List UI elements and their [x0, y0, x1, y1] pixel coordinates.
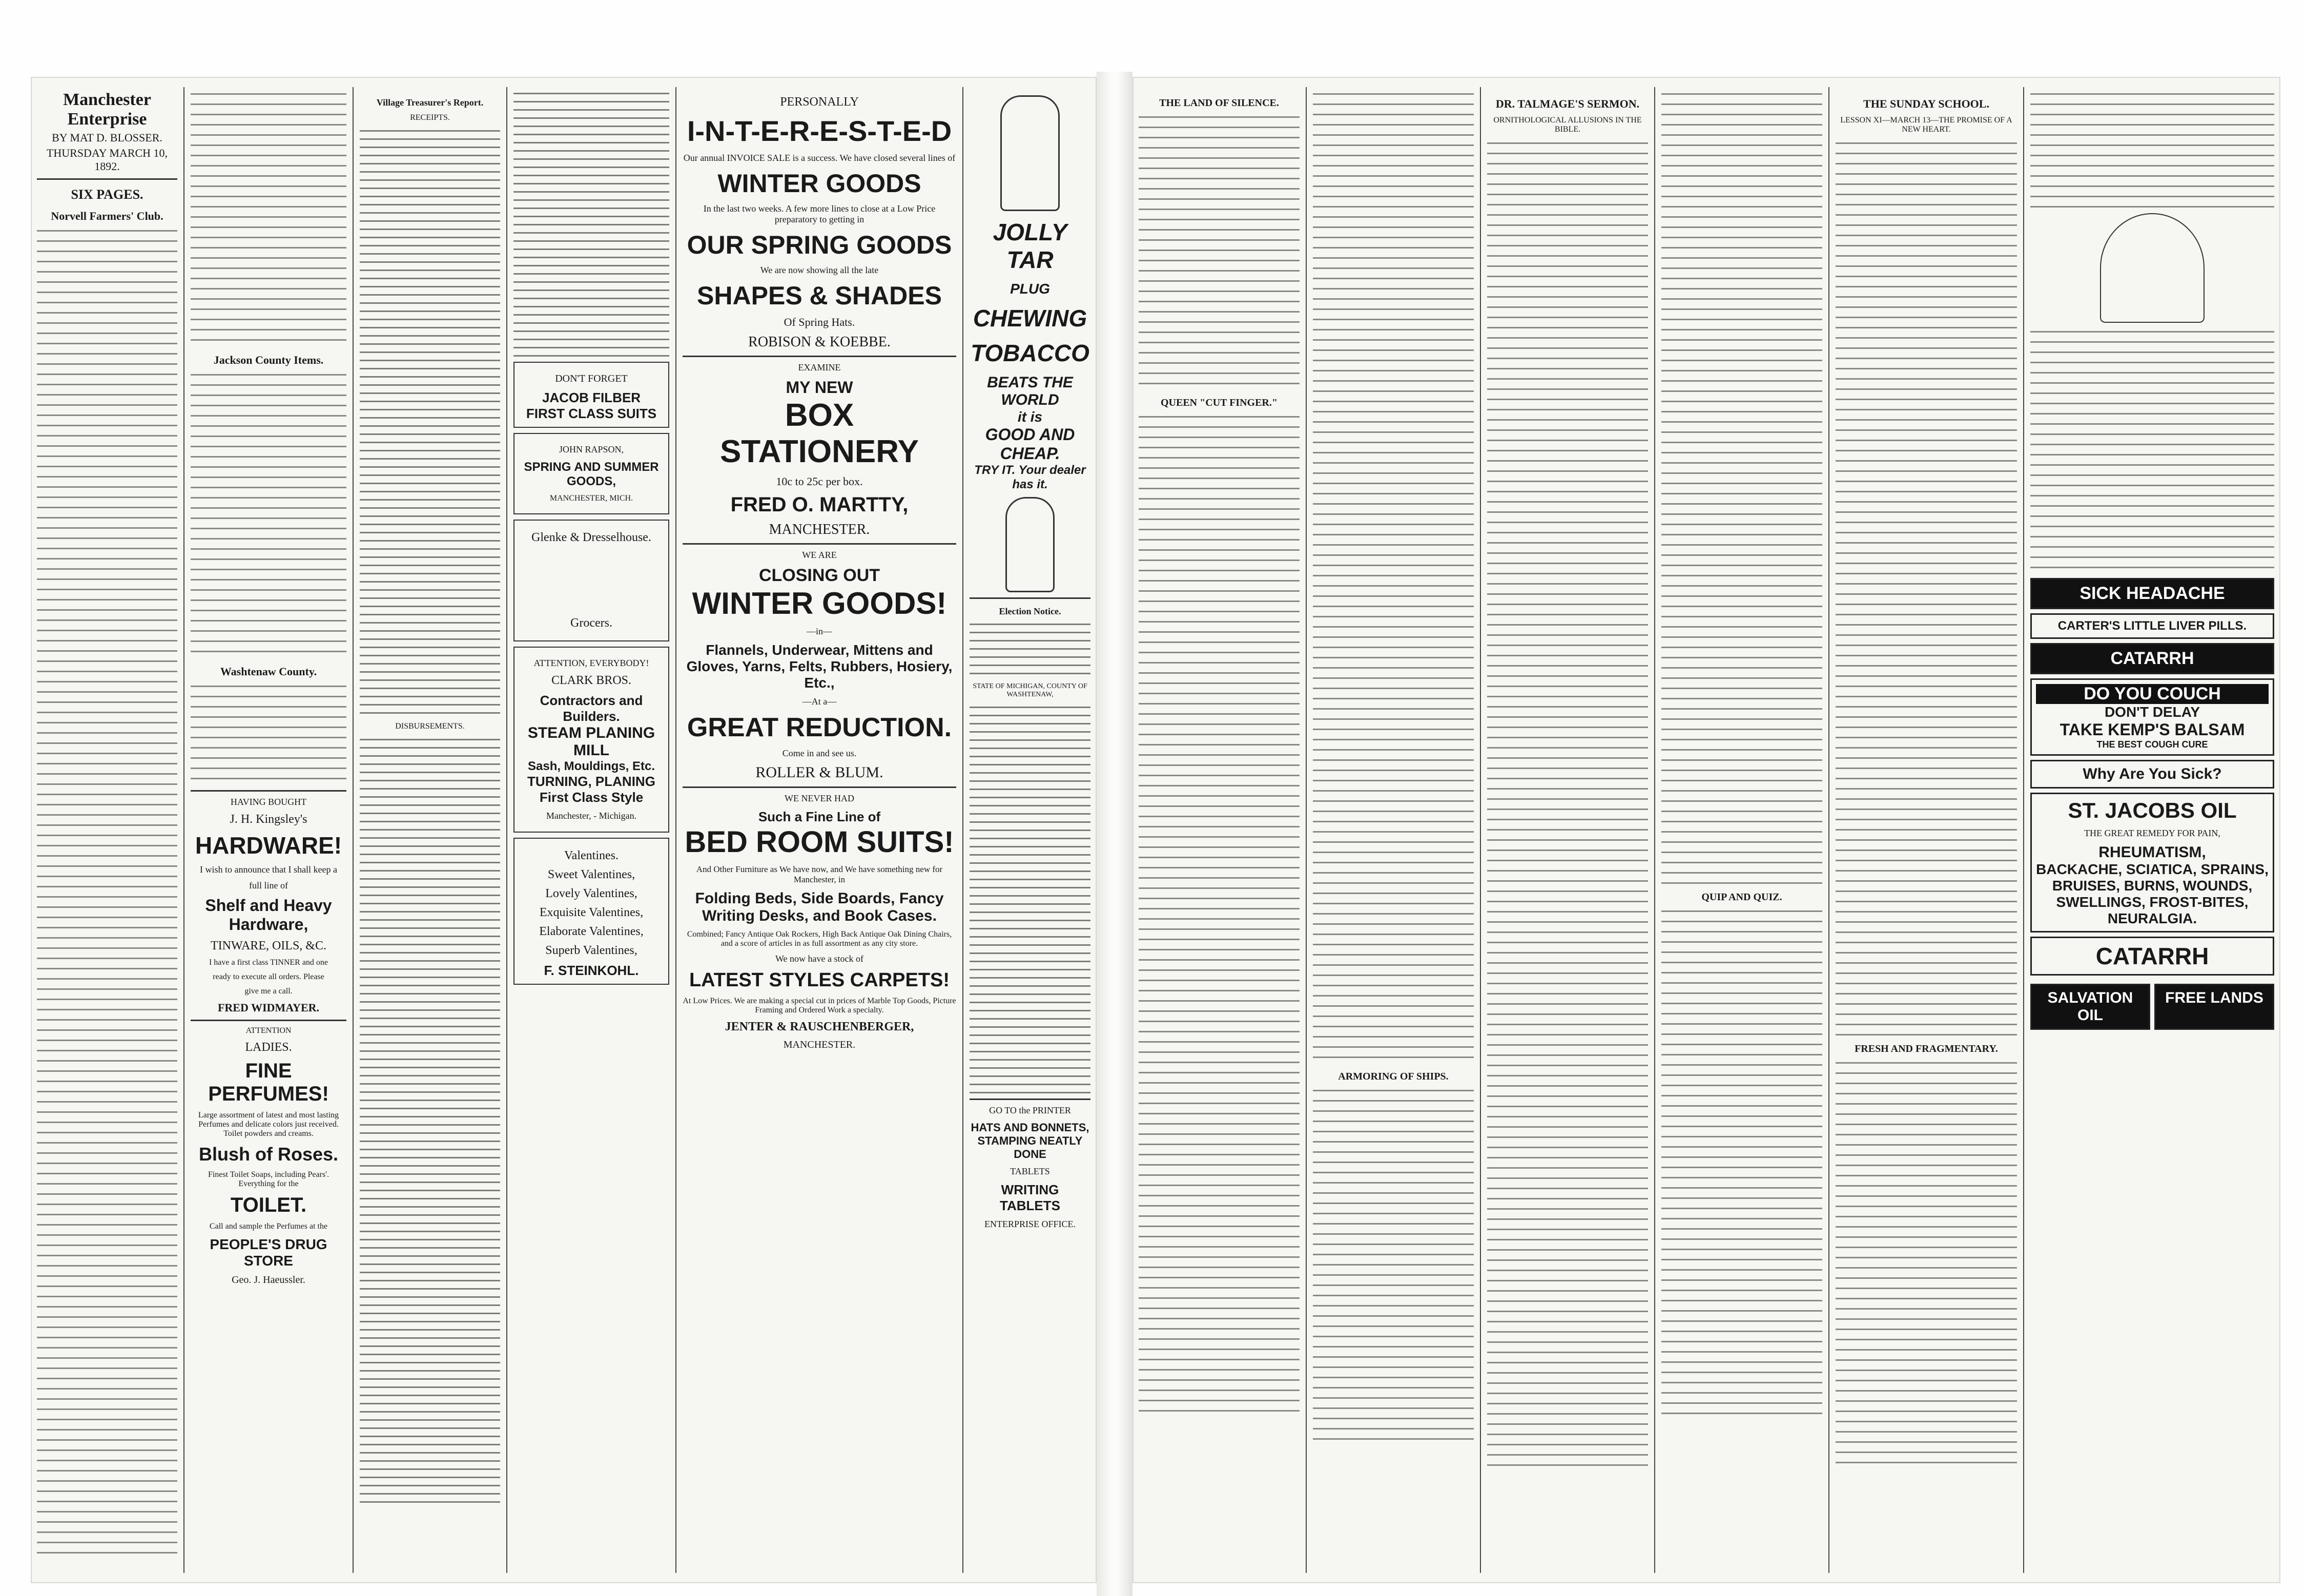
- free-label: FREE: [2165, 989, 2207, 1006]
- jolly-beats: BEATS THE WORLD: [987, 374, 1073, 408]
- martty-city: MANCHESTER.: [769, 522, 870, 537]
- drugs-soaps: Finest Toilet Soaps, including Pears'. Everything for the: [208, 1170, 330, 1188]
- dateline: THURSDAY MARCH 10, 1892.: [46, 147, 168, 173]
- left-col-2: [184, 87, 354, 1573]
- drugs-attention: ATTENTION: [245, 1026, 292, 1035]
- treasurer-receipts: RECEIPTS.: [410, 113, 450, 122]
- left-col-5: [676, 87, 963, 1573]
- grocers-ad: [513, 520, 669, 641]
- kingsley-ready: ready to execute all orders. Please: [213, 972, 324, 981]
- pointing-hand-icon: [1000, 95, 1060, 211]
- jenter-folding: Folding Beds, Side Boards, Fancy Writing Desks, and Book Cases.: [695, 890, 944, 924]
- right-col-4: [1655, 87, 1829, 1573]
- jolly-tar-ad: [970, 95, 1090, 592]
- roller-we-are: WE ARE: [802, 550, 837, 560]
- kingsley-tinner: I have a first class TINNER and one: [209, 958, 328, 967]
- robison-spring: OUR SPRING GOODS: [687, 231, 952, 259]
- printer-go: GO TO the PRINTER: [989, 1105, 1071, 1115]
- why-sick-ad: Why Are You Sick?: [2030, 760, 2274, 789]
- col6-text: [2030, 90, 2274, 208]
- valentines-e: Elaborate Valentines,: [539, 925, 644, 938]
- quip-body: [1661, 907, 1822, 1420]
- col1-body: [37, 227, 177, 1559]
- jenter-such: Such a Fine Line of: [758, 809, 881, 824]
- jenter-rockers: Combined; Fancy Antique Oak Rockers, High Back Antique Oak Dining Chairs, and a score of articles in as full assortment as any city store.: [687, 930, 952, 948]
- jolly-brand: JOLLY TAR: [993, 219, 1067, 273]
- clark-names: CLARK BROS.: [551, 674, 632, 687]
- kingsley-call: give me a call.: [244, 987, 293, 996]
- sunday-school-title: THE SUNDAY SCHOOL.: [1863, 97, 1989, 110]
- election-body: [970, 621, 1090, 677]
- robison-showing: We are now showing all the late: [760, 265, 879, 275]
- drugs-stock: Large assortment of latest and most lasting Perfumes and delicate colors just received. Toilet powders and creams.: [198, 1111, 339, 1138]
- robison-winter: WINTER GOODS: [717, 169, 921, 198]
- fresh-body: [1836, 1059, 2017, 1469]
- jolly-try: TRY IT. Your dealer has it.: [974, 463, 1086, 491]
- col2-headline: Jackson County Items.: [213, 354, 324, 366]
- kingsley-announce: I wish to announce that I shall keep a: [200, 864, 337, 875]
- col1-headline: Norvell Farmers' Club.: [51, 210, 163, 222]
- quip-and-quiz: QUIP AND QUIZ.: [1701, 892, 1782, 903]
- treasurer-table-a: [360, 128, 500, 717]
- printer-writing: WRITING TABLETS: [1000, 1182, 1060, 1213]
- kingsley-owner: FRED WIDMAYER.: [217, 1001, 320, 1014]
- drugs-ladies: LADIES.: [245, 1041, 292, 1054]
- left-col-4: [507, 87, 676, 1573]
- roller-winter: WINTER GOODS!: [692, 586, 947, 620]
- drugs-perfumes: FINE PERFUMES!: [208, 1060, 329, 1105]
- jacobs-title: ST. JACOBS OIL: [2068, 798, 2237, 822]
- kemps-cure: THE BEST COUGH CURE: [2096, 739, 2208, 750]
- printer-stamping: STAMPING NEATLY DONE: [977, 1134, 1083, 1160]
- drugs-toilet: TOILET.: [230, 1194, 307, 1216]
- kemps-ad: [2030, 678, 2274, 756]
- armoring-of-ships: ARMORING OF SHIPS.: [1338, 1071, 1449, 1082]
- jolly-chewing: CHEWING: [973, 305, 1087, 331]
- jacobs-rheum: RHEUMATISM,: [2098, 844, 2206, 861]
- drugs-blush: Blush of Roses.: [198, 1144, 339, 1165]
- robison-personally: PERSONALLY: [780, 95, 859, 109]
- kingsley-having: HAVING BOUGHT: [230, 797, 307, 807]
- roller-great: GREAT REDUCTION.: [687, 713, 952, 742]
- kingsley-hardware2: Hardware,: [229, 915, 308, 934]
- rapson-name: JOHN RAPSON,: [559, 444, 624, 454]
- clark-mill: STEAM PLANING MILL: [527, 724, 655, 759]
- sick-headache-ad: SICK HEADACHE: [2030, 578, 2274, 609]
- rapson-goods: GOODS,: [566, 474, 616, 488]
- martty-box: BOX STATIONERY: [719, 398, 919, 469]
- valentines-b: Sweet Valentines,: [547, 868, 635, 881]
- carters-ad: CARTER'S LITTLE LIVER PILLS.: [2030, 613, 2274, 639]
- state-notice: STATE OF MICHIGAN, COUNTY OF WASHTENAW,: [973, 682, 1087, 698]
- treasurer-title: Village Treasurer's Report.: [376, 97, 484, 108]
- kemps-delay: DON'T DELAY: [2104, 704, 2200, 720]
- rapson-city: MANCHESTER, MICH.: [549, 494, 633, 503]
- kingsley-tinware: TINWARE, OILS, &C.: [211, 939, 326, 952]
- printer-hats: HATS AND BONNETS,: [971, 1121, 1089, 1134]
- printer-tablets: TABLETS: [1010, 1166, 1050, 1176]
- col2-body-a: [191, 90, 346, 346]
- fresh-fragmentary: FRESH AND FRAGMENTARY.: [1855, 1043, 1998, 1054]
- roller-names: ROLLER & BLUM.: [755, 764, 883, 781]
- election-notice: Election Notice.: [999, 606, 1061, 616]
- col2-body-b: [191, 371, 346, 658]
- roller-come: Come in and see us.: [782, 748, 857, 758]
- rapson-spring: SPRING AND SUMMER: [524, 460, 659, 474]
- catarrh-ad-2: CATARRH: [2030, 937, 2274, 976]
- filber-name: JACOB FILBER: [542, 390, 641, 405]
- drugs-call: Call and sample the Perfumes at the: [209, 1222, 328, 1231]
- left-page: [31, 77, 1097, 1583]
- filber-ad: [513, 362, 669, 428]
- right-col-6: [2024, 87, 2280, 1573]
- valentines-d: Exquisite Valentines,: [539, 906, 644, 919]
- printer-office: ENTERPRISE OFFICE.: [984, 1219, 1076, 1229]
- grocers-label: Grocers.: [570, 616, 612, 630]
- byline: BY MAT D. BLOSSER.: [52, 131, 162, 144]
- robison-low-price: In the last two weeks. A few more lines to close at a Low Price preparatory to getting in: [703, 203, 936, 224]
- right-col-3: [1481, 87, 1655, 1573]
- lands-label: LANDS: [2210, 989, 2263, 1006]
- jenter-city: MANCHESTER.: [783, 1039, 856, 1050]
- talmage-subtitle: ORNITHOLOGICAL ALLUSIONS IN THE BIBLE.: [1493, 116, 1642, 134]
- left-col-6: [963, 87, 1097, 1573]
- jenter-carpets-pre: We now have a stock of: [775, 954, 863, 964]
- jenter-bedroom: BED ROOM SUITS!: [685, 825, 954, 859]
- jolly-tobacco: TOBACCO: [971, 340, 1089, 366]
- robison-invoice: Our annual INVOICE SALE is a success. We have closed several lines of: [683, 153, 956, 163]
- jenter-furniture: And Other Furniture as We have now, and We have something new for Manchester, in: [696, 864, 943, 884]
- valentines-f: Superb Valentines,: [545, 944, 637, 957]
- jacobs-oil-ad: [2030, 793, 2274, 932]
- filber-suits: FIRST CLASS SUITS: [526, 406, 657, 421]
- jacobs-remedy: THE GREAT REMEDY FOR PAIN,: [2084, 828, 2220, 838]
- clark-turning: TURNING, PLANING: [527, 774, 655, 789]
- clark-sash: Sash, Mouldings, Etc.: [527, 759, 655, 773]
- martty-examine: EXAMINE: [798, 362, 841, 372]
- free-lands-ad: [2154, 984, 2274, 1030]
- valentines-seller: F. STEINKOHL.: [544, 963, 639, 978]
- binding-gutter: [1097, 72, 1133, 1596]
- clark-style: First Class Style: [539, 790, 644, 805]
- drugs-owner: Geo. J. Haeussler.: [232, 1274, 305, 1286]
- left-col-1: [31, 87, 184, 1573]
- salvation-oil-ad: SALVATION OIL: [2030, 984, 2150, 1030]
- bottom-ads: [2030, 980, 2274, 1034]
- masthead: Manchester Enterprise: [63, 90, 151, 129]
- roller-at: —At a—: [802, 696, 837, 707]
- robison-interested: I-N-T-E-R-E-S-T-E-D: [687, 115, 952, 147]
- roller-in: —in—: [806, 626, 832, 636]
- robison-shapes: SHAPES & SHADES: [697, 281, 942, 310]
- jolly-good: GOOD AND CHEAP.: [985, 425, 1075, 463]
- land-of-silence: THE LAND OF SILENCE.: [1159, 97, 1279, 109]
- right-col-5: [1829, 87, 2024, 1573]
- martty-my-new: MY NEW: [786, 378, 853, 397]
- legal-notices: [970, 704, 1090, 1093]
- col2-body-c: [191, 682, 346, 785]
- sermon-body-b: [1661, 90, 1822, 884]
- clark-attention: ATTENTION, EVERYBODY!: [533, 658, 649, 668]
- col2-story-b: [1313, 1087, 1474, 1445]
- robison-names: ROBISON & KOEBBE.: [748, 334, 891, 350]
- valentines-ad: [513, 838, 669, 985]
- drugs-store: PEOPLE'S DRUG STORE: [210, 1236, 327, 1269]
- jenter-never: WE NEVER HAD: [785, 793, 854, 803]
- left-col-3: [354, 87, 507, 1573]
- kemps-balsam: TAKE KEMP'S BALSAM: [2060, 720, 2245, 739]
- jacobs-ailments: BACKACHE, SCIATICA, SPRAINS, BRUISES, BURNS, WOUNDS, SWELLINGS, FROST-BITES, NEURALGIA.: [2036, 861, 2269, 926]
- clark-trade: Contractors and Builders.: [540, 693, 643, 724]
- jolly-plug: PLUG: [1010, 281, 1050, 297]
- section-label: SIX PAGES.: [71, 187, 143, 202]
- kingsley-shelf: Shelf and Heavy: [205, 896, 332, 915]
- treasurer-table-b: [360, 736, 500, 1505]
- kingsley-name: J. H. Kingsley's: [230, 813, 307, 826]
- catarrh-ad: CATARRH: [2030, 643, 2274, 674]
- kingsley-hardware: HARDWARE!: [195, 832, 342, 859]
- sunday-school-lesson: LESSON XI—MARCH 13—THE PROMISE OF A NEW HEART.: [1840, 116, 2012, 134]
- right-col-1: [1133, 87, 1307, 1573]
- valentines-c: Lovely Valentines,: [545, 887, 637, 900]
- hand-icon: [1005, 497, 1055, 592]
- col2-story: [1313, 90, 1474, 1064]
- kemps-couch: DO YOU COUCH: [2036, 684, 2269, 704]
- talmage-title: DR. TALMAGE'S SERMON.: [1495, 97, 1640, 110]
- kingsley-fullline: full line of: [249, 880, 288, 890]
- roller-closing: CLOSING OUT: [758, 566, 880, 585]
- grocers-names: Glenke & Dresselhouse.: [531, 531, 651, 544]
- lesson-body: [1836, 139, 2017, 1036]
- col2-headline-b: Washtenaw County.: [220, 665, 317, 678]
- clark-city: Manchester, - Michigan.: [546, 811, 637, 821]
- rapson-ad: [513, 433, 669, 514]
- sermon-body: [1487, 139, 1648, 1471]
- filber-dont-forget: DON'T FORGET: [555, 373, 628, 384]
- col6-text-b: [2030, 328, 2274, 574]
- treasurer-table-c: [513, 90, 669, 357]
- jenter-prices: At Low Prices. We are making a special cut in prices of Marble Top Goods, Picture Framing and Ordered Work a specialty.: [683, 997, 956, 1014]
- clark-ad: [513, 647, 669, 833]
- robison-hats: Of Spring Hats.: [784, 316, 855, 328]
- valentines-a: Valentines.: [564, 849, 619, 862]
- right-col-2: [1307, 87, 1481, 1573]
- queen-cut-finger: QUEEN "CUT FINGER.": [1161, 397, 1278, 408]
- martty-name: FRED O. MARTTY,: [730, 493, 909, 516]
- treasurer-disbursements: DISBURSEMENTS.: [395, 722, 465, 731]
- right-page: [1133, 77, 2280, 1583]
- col1-story: [1139, 413, 1300, 1412]
- poem-body: [1139, 113, 1300, 390]
- jolly-itis: it is: [1017, 409, 1043, 425]
- roller-flannels: Flannels, Underwear, Mittens and Gloves, Yarns, Felts, Rubbers, Hosiery, Etc.,: [686, 642, 953, 691]
- jenter-carpets: LATEST STYLES CARPETS!: [689, 969, 950, 991]
- illustration-figure: [2100, 213, 2205, 323]
- martty-price: 10c to 25c per box.: [776, 475, 863, 488]
- jenter-names: JENTER & RAUSCHENBERGER,: [725, 1020, 914, 1033]
